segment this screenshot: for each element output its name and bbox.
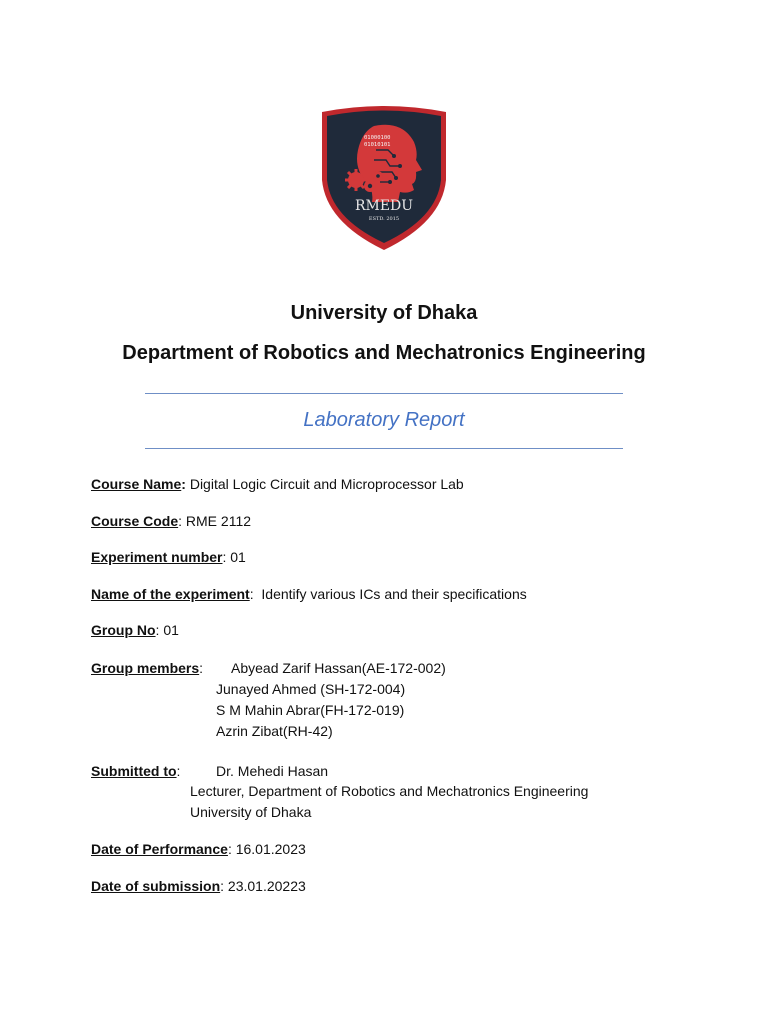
divider-bottom [145,448,623,449]
course-name-value: Digital Logic Circuit and Microprocessor Lab [185,476,464,492]
submitted-to-line: Dr. Mehedi Hasan [216,763,329,779]
date-of-performance-value: 16.01.2023 [231,841,306,857]
submitted-to-field [91,761,180,781]
experiment-number-sep: : [222,549,227,565]
date-of-submission-sep: : [220,878,225,894]
date-of-performance-sep: : [227,841,232,857]
experiment-name-field [91,584,527,604]
experiment-number-value: 01 [226,549,246,565]
rmedu-shield-icon [316,102,452,254]
logo-established: ESTD. 2015 [368,216,400,222]
group-member-item: S M Mahin Abrar(FH-172-019) [216,702,405,718]
experiment-name-sep: : [249,586,254,602]
submitted-to-label: Submitted to [91,763,177,779]
course-code-label: Course Code [91,513,179,529]
course-name-label: Course Name [91,476,182,492]
submitted-to-sep: : [176,763,181,779]
experiment-number-label: Experiment number [91,549,223,565]
report-title: Laboratory Report [303,409,465,431]
group-member-item: Abyead Zarif Hassan(AE-172-002) [231,660,446,676]
course-code-sep: : [178,513,183,529]
logo-binary-2: 01010101 [364,142,391,148]
group-member-item: Azrin Zibat(RH-42) [216,723,333,739]
divider-top [145,393,623,394]
group-members-label: Group members [91,660,200,676]
submitted-to-line: University of Dhaka [190,804,312,820]
group-no-field [91,620,179,640]
department-name: Department of Robotics and Mechatronics Engineering [122,342,646,364]
experiment-number-field [91,547,246,567]
experiment-name-label: Name of the experiment [91,586,250,602]
course-code-field [91,511,251,531]
group-no-label: Group No [91,622,156,638]
date-of-submission-value: 23.01.20223 [224,878,306,894]
date-of-performance-label: Date of Performance [91,841,228,857]
group-members-sep: : [199,660,204,676]
course-name-field [91,474,464,494]
rmedu-logo [316,102,452,254]
university-name: University of Dhaka [290,302,478,324]
course-code-value: RME 2112 [182,513,252,529]
logo-name: RMEDU [354,198,414,214]
submitted-to-line: Lecturer, Department of Robotics and Mechatronics Engineering [190,783,589,799]
experiment-name-value: Identify various ICs and their specifications [253,586,527,602]
date-of-performance-field [91,839,306,859]
group-no-value: 01 [159,622,179,638]
logo-binary-1: 01000100 [364,135,391,141]
group-members-field [91,658,203,678]
date-of-submission-label: Date of submission [91,878,221,894]
group-member-item: Junayed Ahmed (SH-172-004) [216,681,406,697]
group-no-sep: : [155,622,160,638]
date-of-submission-field [91,876,306,896]
course-name-sep: : [181,476,186,492]
